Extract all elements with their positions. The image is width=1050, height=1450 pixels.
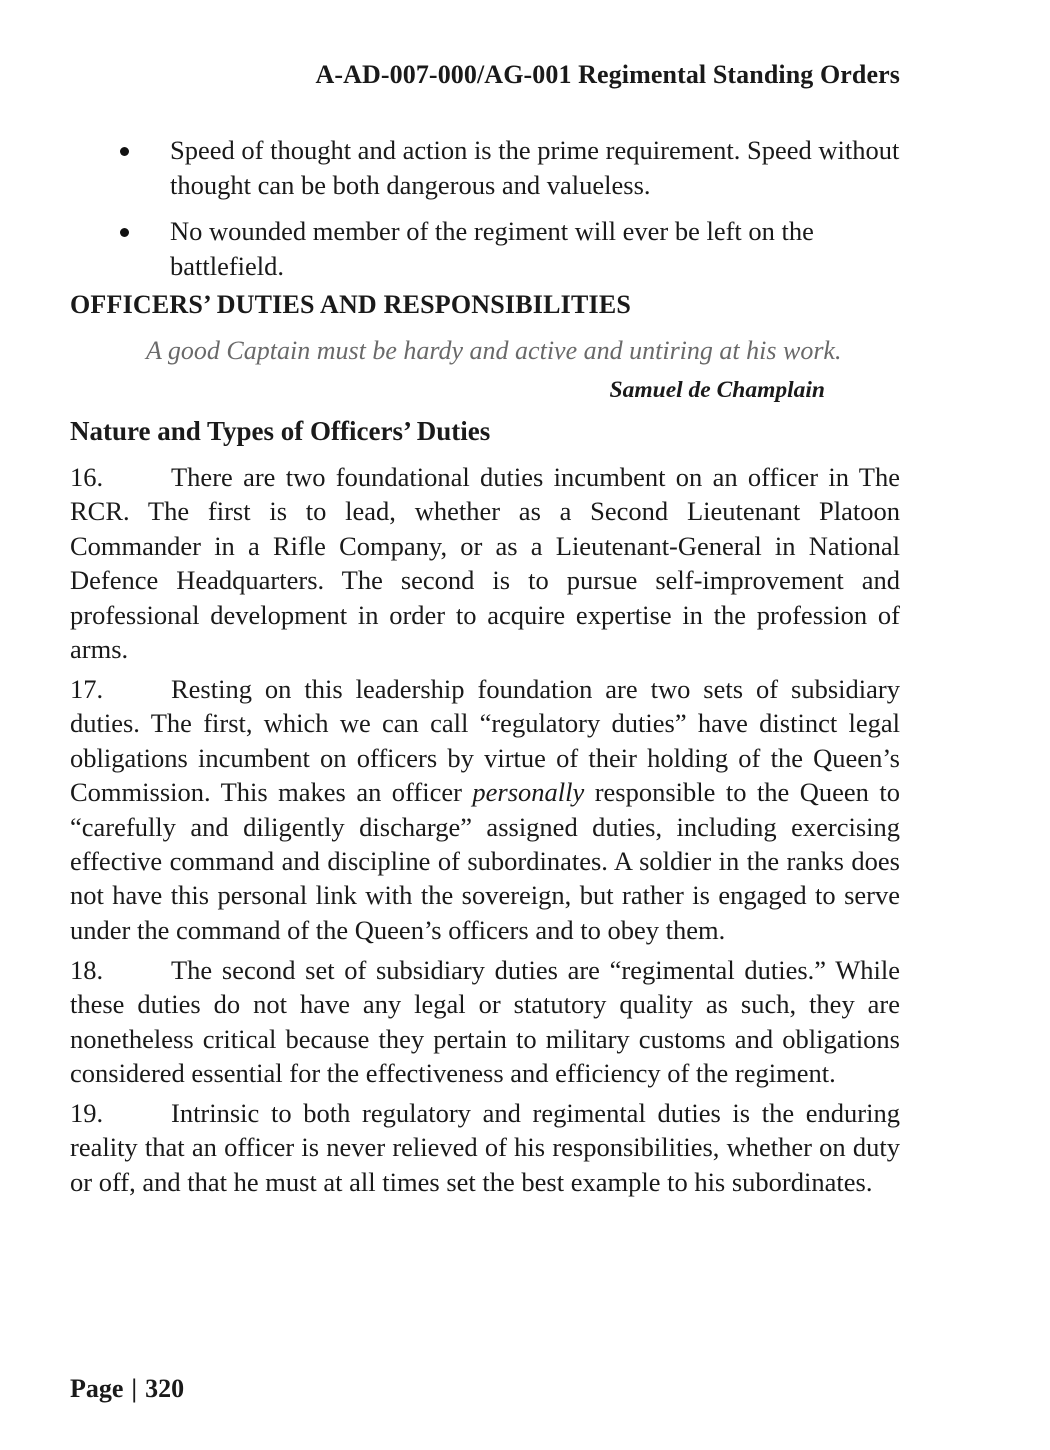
paragraph-number: 18.: [70, 954, 104, 985]
paragraph-text-continued: responsible to the Queen to “carefully and diligently discharge” assigned duties, including exercising effective command and discipline of subordinates. A soldier in the ranks does not have this personal link with the sovereign, but rather is engaged to serve under the command of the Queen’s officers and to obey them.: [70, 777, 900, 945]
paragraph-text: There are two foundational duties incumbent on an officer in The RCR. The first is to lead, whether as a Second Lieutenant Platoon Commander in a Rifle Company, or as a Lieutenant-General in National Defence Headquarters. The second is to pursue self-improvement and professional development in order to acquire expertise in the profession of arms.: [70, 462, 900, 665]
paragraph-text: Resting on this leadership foundation are two sets of subsidiary duties. The first, which we can call “regulatory duties” have distinct legal obligations incumbent on officers by virtue of their holding of the Queen’s Commission. This makes an officer: [70, 673, 900, 808]
paragraph-text: The second set of subsidiary duties are “regimental duties.” While these duties do not have any legal or statutory quality as such, they are nonetheless critical because they pertain to military customs and obligations considered essential for the effectiveness and efficiency of the regiment.: [70, 954, 900, 1088]
paragraph-18: [70, 953, 900, 1091]
bullet-item: [70, 133, 900, 202]
section-heading: OFFICERS’ DUTIES AND RESPONSIBILITIES: [70, 290, 632, 319]
paragraph-number: 16.: [70, 462, 104, 492]
subsection-heading: Nature and Types of Officers’ Duties: [70, 416, 491, 446]
page-footer: [70, 1374, 184, 1404]
paragraph-16: [70, 460, 900, 666]
running-header: A-AD-007-000/AG-001 Regimental Standing Orders: [315, 60, 900, 89]
paragraph-number: 19.: [70, 1097, 104, 1128]
bullet-list: [70, 133, 900, 295]
page-number: 320: [145, 1374, 185, 1403]
page-label: Page: [70, 1374, 124, 1403]
footer-separator: |: [131, 1374, 138, 1403]
paragraph-19: [70, 1096, 900, 1199]
bullet-icon: [120, 147, 129, 156]
bullet-text: Speed of thought and action is the prime requirement. Speed without thought can be both dangerous and valueless.: [170, 135, 900, 200]
paragraph-number: 17.: [70, 673, 104, 704]
bullet-icon: [120, 228, 129, 237]
paragraph-text: Intrinsic to both regulatory and regimental duties is the enduring reality that an officer is never relieved of his responsibilities, whether on duty or off, and that he must at all times set the best example to his subordinates.: [70, 1097, 900, 1197]
epigraph-attribution: Samuel de Champlain: [609, 377, 825, 403]
paragraph-emphasis: personally: [472, 777, 585, 808]
bullet-text: No wounded member of the regiment will ever be left on the battlefield.: [170, 216, 814, 281]
bullet-item: [70, 214, 900, 283]
epigraph-quote: A good Captain must be hardy and active and untiring at his work.: [146, 336, 842, 365]
numbered-paragraphs: [70, 460, 900, 1205]
paragraph-17: [70, 672, 900, 947]
